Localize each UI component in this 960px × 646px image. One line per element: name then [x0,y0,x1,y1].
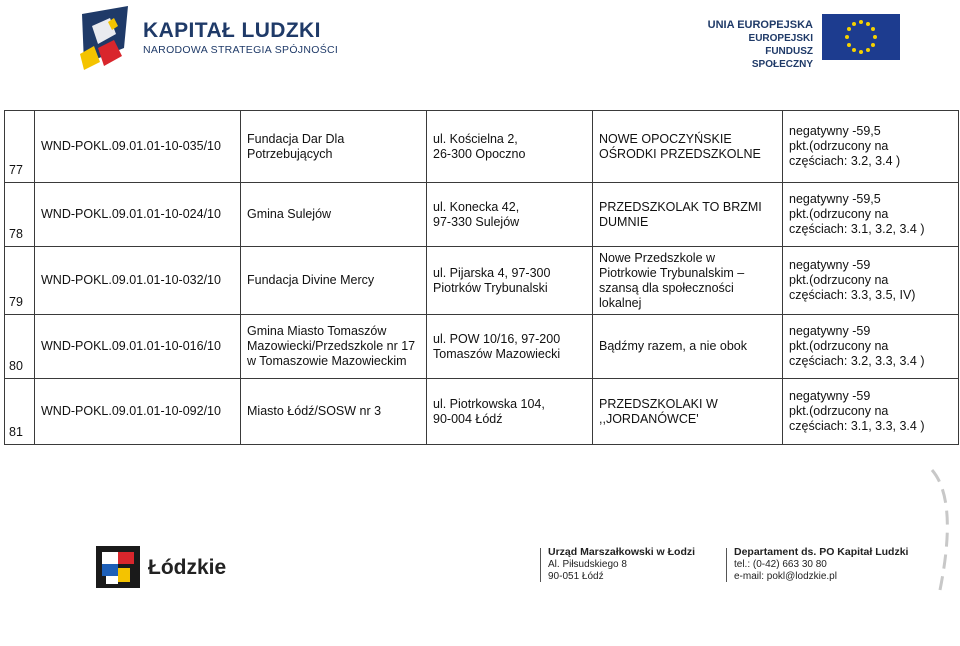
applicant-address-line: 97-330 Sulejów [433,214,520,229]
marshal-office-address [548,546,695,584]
application-number [35,315,241,379]
row-number [5,247,35,315]
evaluation-result-line: częściach: 3.2, 3.4 ) [789,154,901,168]
project-title-line: PRZEDSZKOLAK TO BRZMI [599,199,762,214]
footer-divider-1 [540,548,541,582]
department-email: e-mail: pokl@lodzkie.pl [734,571,837,582]
application-number-text: WND-POKL.09.01.01-10-092/10 [41,404,221,418]
application-number [35,183,241,247]
row-number [5,315,35,379]
project-title-line: Bądźmy razem, a nie obok [599,339,747,353]
application-number [35,247,241,315]
evaluation-result-line: pkt.(odrzucony na [789,339,889,353]
evaluation-result-line: negatywny -59 [789,389,871,403]
project-title [593,315,783,379]
project-title-line: NOWE OPOCZYŃSKIE [599,131,732,146]
row-number [5,183,35,247]
applicant-name-line: Fundacja Divine Mercy [247,273,375,287]
application-number-text: WND-POKL.09.01.01-10-016/10 [41,339,221,353]
applicant-address [427,183,593,247]
evaluation-result-line: pkt.(odrzucony na [789,404,889,418]
table-row [5,379,959,445]
applicant-name [241,315,427,379]
applicant-address-line: ul. Konecka 42, [433,199,520,214]
evaluation-result-line: częściach: 3.3, 3.5, IV) [789,288,916,302]
applicant-name [241,111,427,183]
office-street: Al. Piłsudskiego 8 [548,558,627,570]
evaluation-result-line: pkt.(odrzucony na [789,273,889,287]
program-title: KAPITAŁ LUDZKI [143,19,321,42]
table-row [5,247,959,315]
applicant-name-line: Fundacja Dar Dla [247,131,345,146]
applicant-address-line: ul. POW 10/16, 97-200 [433,331,561,346]
footer-divider-2 [726,548,727,582]
applicant-address-line: ul. Pijarska 4, 97-300 [433,265,551,280]
evaluation-result-line: częściach: 3.1, 3.2, 3.4 ) [789,222,925,236]
office-name: Urząd Marszałkowski w Łodzi [548,546,696,558]
office-city: 90-051 Łódź [548,571,604,582]
applicant-address [427,111,593,183]
evaluation-result-line: negatywny -59 [789,324,871,338]
row-number-text: 77 [9,163,23,177]
application-number-text: WND-POKL.09.01.01-10-032/10 [41,273,221,287]
application-number [35,111,241,183]
department-phone: tel.: (0-42) 663 30 80 [734,558,827,570]
row-number-text: 78 [9,227,23,241]
project-title [593,111,783,183]
applicant-address-line: Tomaszów Mazowiecki [433,346,561,361]
project-title-line: lokalnej [599,295,642,310]
evaluation-result-line: częściach: 3.2, 3.3, 3.4 ) [789,354,925,368]
applicant-name-line: Mazowiecki/Przedszkole nr 17 [247,339,416,353]
eu-flag-icon [822,14,900,60]
project-title-line: szansą dla społeczności [599,280,734,295]
evaluation-result-line: częściach: 3.1, 3.3, 3.4 ) [789,419,925,433]
evaluation-result-line: negatywny -59 [789,258,871,272]
applicant-name-line: Gmina Miasto Tomaszów [247,324,387,338]
applicant-address [427,379,593,445]
project-title-line: OŚRODKI PRZEDSZKOLNE [599,146,761,161]
applicant-address [427,247,593,315]
applicant-name-line: Gmina Sulejów [247,207,332,221]
evaluation-result [783,183,959,247]
row-number-text: 79 [9,295,23,309]
project-title-line: Piotrkowie Trybunalskim – [599,265,745,280]
project-title-line: ,,JORDANÓWCE' [599,411,699,426]
eu-union-label: UNIA EUROPEJSKA [707,19,813,31]
project-title-line: Nowe Przedszkole w [599,250,716,265]
application-number [35,379,241,445]
application-number-text: WND-POKL.09.01.01-10-035/10 [41,139,221,153]
row-number [5,379,35,445]
department-name: Departament ds. PO Kapitał Ludzki [734,546,909,558]
project-title [593,379,783,445]
evaluation-result-line: negatywny -59,5 [789,192,881,206]
applicant-address-line: ul. Kościelna 2, [433,131,518,146]
applicant-name-line: w Tomaszowie Mazowieckim [247,354,407,368]
evaluation-result [783,111,959,183]
lodzkie-logo-text: Łódzkie [148,556,227,579]
evaluation-result [783,315,959,379]
row-number-text: 81 [9,425,23,439]
department-contact [734,546,908,584]
project-title-line: DUMNIE [599,214,649,229]
applicant-name [241,183,427,247]
table-row [5,183,959,247]
applicant-address-line: ul. Piotrkowska 104, [433,396,545,411]
applicant-address-line: Piotrków Trybunalski [433,280,548,295]
applicant-name-line: Miasto Łódź/SOSW nr 3 [247,404,382,418]
applicant-address-line: 26-300 Opoczno [433,146,526,161]
evaluation-result-line: pkt.(odrzucony na [789,207,889,221]
evaluation-result [783,247,959,315]
row-number [5,111,35,183]
results-table [4,110,959,445]
evaluation-result [783,379,959,445]
project-title [593,247,783,315]
applicant-address-line: 90-004 Łódź [433,411,503,426]
applicant-name-line: Potrzebujących [247,146,333,161]
applicant-address [427,315,593,379]
application-number-text: WND-POKL.09.01.01-10-024/10 [41,207,221,221]
project-title [593,183,783,247]
applicant-name [241,247,427,315]
lodzkie-logo-icon [96,546,140,588]
table-row [5,111,959,183]
program-subtitle: NARODOWA STRATEGIA SPÓJNOŚCI [143,44,339,56]
evaluation-result-line: negatywny -59,5 [789,124,881,138]
eu-fund-label-2: FUNDUSZ SPOŁECZNY [751,46,813,70]
eu-fund-label-1: EUROPEJSKI [748,33,813,44]
table-row [5,315,959,379]
evaluation-result-line: pkt.(odrzucony na [789,139,889,153]
applicant-name [241,379,427,445]
row-number-text: 80 [9,359,23,373]
project-title-line: PRZEDSZKOLAKI W [599,396,718,411]
